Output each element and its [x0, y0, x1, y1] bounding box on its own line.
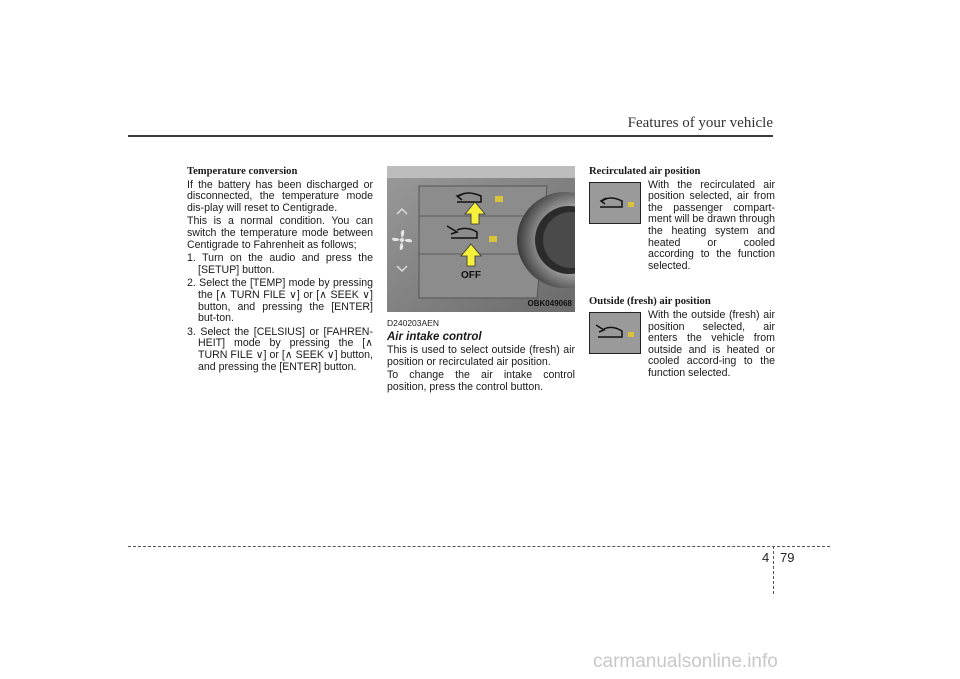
middle-paragraph-1: This is used to select outside (fresh) air position or recirculated air position.: [387, 344, 575, 368]
footer-rule: [128, 546, 830, 547]
outside-air-section: [589, 310, 775, 380]
figure-caption: OBK049068: [527, 299, 572, 309]
recirculated-air-heading: Recirculated air position: [589, 166, 701, 177]
right-column: [589, 166, 775, 382]
left-paragraph-1: If the battery has been discharged or disconnected, the temperature mode dis-play will reset to Centigrade.: [187, 178, 373, 214]
page-header-title: Features of your vehicle: [627, 115, 773, 131]
watermark: carmanualsonline.info: [593, 651, 778, 672]
conversion-steps: [187, 253, 373, 373]
recirculated-button-image: [589, 182, 641, 224]
page-number: 79: [780, 550, 795, 565]
outside-air-indicator: [489, 236, 497, 242]
left-column: [187, 166, 373, 375]
temperature-conversion-heading: Temperature conversion: [187, 166, 298, 177]
left-paragraph-2: This is a normal condition. You can switch the temperature mode between Centigrade to Fahrenheit as follows;: [187, 215, 373, 251]
control-panel-illustration: [387, 166, 575, 312]
off-label: OFF: [461, 270, 481, 281]
outside-air-button-image: [589, 312, 641, 354]
list-item: 1. Turn on the audio and press the [SETUP] button.: [187, 252, 373, 276]
air-intake-control-heading: Air intake control: [387, 330, 482, 343]
recirculated-indicator: [495, 196, 503, 202]
outside-air-description: With the outside (fresh) air position selected, air enters the vehicle from outside and is heated or cooled accord-ing to the function selected.: [648, 308, 775, 379]
recirculated-description: With the recirculated air position selected, air from the passenger compart-ment will be drawn through the heating system and heated or cooled according to the function selected.: [648, 178, 775, 272]
chapter-number: 4: [762, 550, 770, 565]
list-item: 3. Select the [CELSIUS] or [FAHREN-HEIT] mode by pressing the [∧ TURN FILE ∨] or [∧ SEEK ∨] button, and pressing the [ENTER] button.: [187, 325, 373, 373]
air-intake-control-figure: [387, 166, 575, 312]
list-item: 2. Select the [TEMP] mode by pressing the [∧ TURN FILE ∨] or [∧ SEEK ∨] button, and pressing the [ENTER] but-ton.: [187, 277, 373, 325]
outside-air-heading: Outside (fresh) air position: [589, 296, 711, 308]
footer-vertical-rule: [773, 546, 774, 594]
middle-paragraph-2: To change the air intake control position, press the control button.: [387, 369, 575, 393]
header-rule: [128, 135, 773, 137]
section-code: D240203AEN: [387, 318, 439, 328]
middle-column: [387, 166, 575, 396]
recirculated-section: [589, 180, 775, 273]
